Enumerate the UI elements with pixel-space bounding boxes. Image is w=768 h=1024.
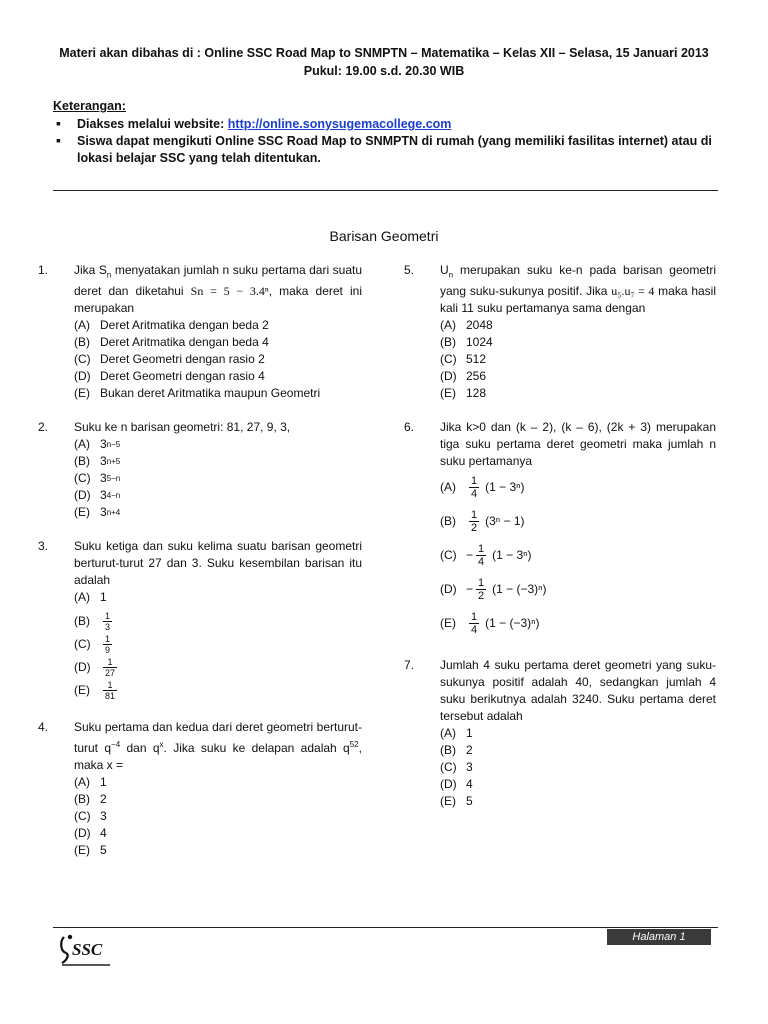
question-text: $U_n$ merupakan suku ke-n pada barisan geometri yang suku-sukunya positif. Jika u₅.u₇ = 4 maka hasil kali 11 suku pertamanya sama dengan	[440, 263, 716, 316]
option-text: 5	[100, 843, 107, 858]
options-list	[440, 470, 716, 640]
expression: (1 − (−3)ⁿ)	[492, 581, 547, 596]
fraction-denominator: 81	[105, 691, 116, 702]
option-letter: (E)	[440, 615, 456, 630]
option-letter: (D)	[74, 488, 91, 503]
power-exponent: n−5	[106, 440, 121, 450]
option-letter: (C)	[74, 637, 91, 652]
option-text: Bukan deret Aritmatika maupun Geometri	[100, 386, 321, 401]
fraction-numerator: 1	[478, 576, 485, 589]
option-item	[440, 572, 716, 606]
option-text: 1024	[466, 335, 493, 350]
question-text: Jika $S_n$ menyatakan jumlah n suku pertama dari suatu deret dan diketahui Sn = 5 − 3.4ⁿ, maka deret ini merupakan	[74, 263, 362, 316]
divider	[53, 190, 718, 191]
option-item	[74, 334, 362, 351]
options-list	[440, 725, 716, 810]
question-number: 1.	[38, 263, 49, 277]
option-letter: (A)	[440, 726, 456, 741]
question-7	[404, 657, 716, 810]
option-letter: (A)	[74, 775, 90, 790]
fraction	[103, 611, 112, 632]
power-base: 3	[100, 437, 107, 452]
option-item	[74, 317, 362, 334]
option-letter: (B)	[440, 743, 456, 758]
fraction-numerator: 1	[471, 474, 478, 487]
option-text: 1	[466, 726, 473, 741]
option-text: 512	[466, 352, 487, 367]
formula: u₅.u₇ = 4	[611, 284, 655, 299]
option-letter: (C)	[440, 760, 457, 775]
option-letter: (C)	[74, 352, 91, 367]
question-4	[38, 719, 362, 859]
question-5	[404, 262, 716, 402]
option-item	[74, 610, 362, 633]
option-letter: (B)	[74, 454, 90, 469]
question-number: 6.	[404, 420, 415, 435]
fraction	[469, 475, 479, 500]
option-letter: (D)	[74, 660, 91, 675]
option-letter: (B)	[74, 614, 90, 629]
option-letter: (B)	[74, 792, 90, 807]
option-letter: (C)	[74, 809, 91, 824]
option-item	[74, 825, 362, 842]
question-number: 5.	[404, 263, 415, 277]
fraction-numerator: 1	[478, 542, 485, 555]
option-letter: (C)	[440, 547, 457, 562]
option-letter: (A)	[74, 590, 90, 605]
option-item	[440, 776, 716, 793]
question-number: 4.	[38, 720, 49, 735]
option-item	[440, 759, 716, 776]
option-item	[74, 385, 362, 402]
expression: (1 − 3ⁿ)	[492, 547, 532, 562]
right-column	[404, 262, 716, 827]
question-3	[38, 538, 362, 702]
header-line-2: Pukul: 19.00 s.d. 20.30 WIB	[303, 64, 465, 78]
fraction	[103, 634, 112, 655]
fraction-denominator: 27	[105, 668, 116, 679]
option-text: Deret Geometri dengan rasio 2	[100, 352, 265, 367]
option-text: 256	[466, 369, 487, 384]
power-exponent: n+4	[106, 508, 121, 518]
question-6	[404, 419, 716, 640]
option-item	[440, 317, 716, 334]
power-exponent: 4−n	[106, 491, 121, 501]
option-letter: (E)	[74, 505, 90, 520]
question-number: 2.	[38, 420, 49, 435]
question-text: Suku ketiga dan suku kelima suatu barisan geometri berturut-turut 27 dan 3. Suku kesembilan barisan itu adalah	[74, 539, 362, 588]
fraction-numerator: 1	[471, 610, 478, 623]
left-column	[38, 262, 362, 876]
option-item	[440, 385, 716, 402]
power-base: 3	[100, 505, 107, 520]
option-text: 2048	[466, 318, 493, 333]
power-base: 3	[100, 488, 107, 503]
option-text: Deret Aritmatika dengan beda 2	[100, 318, 269, 333]
fraction	[103, 680, 117, 701]
option-letter: (A)	[440, 318, 456, 333]
option-item	[440, 470, 716, 504]
question-text: Suku ke n barisan geometri: 81, 27, 9, 3,	[74, 420, 291, 435]
option-letter: (B)	[440, 513, 456, 528]
fraction-denominator: 2	[471, 521, 478, 534]
fraction-denominator: 4	[471, 487, 478, 500]
keterangan-title: Keterangan:	[53, 99, 126, 113]
question-text: Jika k>0 dan (k – 2), (k – 6), (2k + 3) merupakan tiga suku pertama deret geometri maka jumlah n suku pertamanya	[440, 420, 716, 469]
options-list	[74, 436, 362, 521]
sign: −	[466, 547, 474, 562]
question-text: Jumlah 4 suku pertama deret geometri yang suku-sukunya positif adalah 40, sedangkan jumlah 4 suku berikutnya adalah 3240. Suku pertama deret tersebut adalah	[440, 658, 716, 724]
option-text: Deret Geometri dengan rasio 4	[100, 369, 265, 384]
option-item	[74, 679, 362, 702]
option-item	[440, 504, 716, 538]
option-value: 1	[100, 590, 107, 605]
page-number-badge: Halaman 1	[607, 929, 711, 945]
keterangan-block	[53, 98, 718, 167]
option-text: 5	[466, 794, 473, 809]
option-text: 4	[100, 826, 107, 841]
option-item	[440, 793, 716, 810]
option-item	[74, 470, 362, 487]
option-item	[440, 742, 716, 759]
keterangan-list	[53, 116, 718, 167]
option-letter: (D)	[74, 369, 91, 384]
fraction-denominator: 4	[471, 623, 478, 636]
keterangan-item-website	[53, 116, 718, 133]
options-list	[440, 317, 716, 402]
option-letter: (D)	[440, 369, 457, 384]
option-letter: (D)	[440, 777, 457, 792]
website-link[interactable]: http://online.sonysugemacollege.com	[227, 117, 452, 131]
option-letter: (E)	[74, 386, 90, 401]
option-item	[74, 453, 362, 470]
option-text: 3	[100, 809, 107, 824]
option-item	[74, 589, 362, 606]
fraction-denominator: 2	[478, 589, 485, 602]
option-letter: (A)	[74, 318, 90, 333]
option-letter: (B)	[74, 335, 90, 350]
question-2	[38, 419, 362, 521]
option-letter: (C)	[440, 352, 457, 367]
option-item	[74, 504, 362, 521]
fraction-denominator: 3	[105, 622, 111, 633]
option-letter: (E)	[74, 843, 90, 858]
option-item	[74, 351, 362, 368]
option-letter: (E)	[74, 683, 90, 698]
option-text: 2	[100, 792, 107, 807]
option-text: 3	[466, 760, 473, 775]
fraction-numerator: 1	[105, 611, 111, 622]
question-number: 7.	[404, 658, 415, 673]
ssc-logo	[56, 931, 116, 971]
option-item	[74, 436, 362, 453]
fraction-numerator: 1	[471, 508, 478, 521]
formula: Sn = 5 − 3.4ⁿ	[190, 284, 269, 299]
options-list	[74, 589, 362, 702]
power-exponent: 5−n	[106, 474, 121, 484]
expression: (3ⁿ − 1)	[485, 513, 525, 528]
fraction-numerator: 1	[105, 634, 111, 645]
fraction	[476, 577, 486, 602]
option-item	[74, 487, 362, 504]
document-header	[0, 44, 768, 80]
option-letter: (A)	[74, 437, 90, 452]
fraction-numerator: 1	[107, 657, 113, 668]
footer-divider	[53, 927, 718, 928]
option-item	[74, 656, 362, 679]
question-1	[38, 262, 362, 402]
options-list	[74, 774, 362, 859]
keterangan-item-location: ▪ Siswa dapat mengikuti Online SSC Road Map to SNMPTN di rumah (yang memiliki fasilitas internet) atau di lokasi belajar SSC yang telah ditentukan.	[53, 133, 718, 167]
option-item	[74, 791, 362, 808]
power-base: 3	[100, 454, 107, 469]
option-item	[440, 368, 716, 385]
expression: (1 − (−3)ⁿ)	[485, 615, 540, 630]
option-item	[440, 606, 716, 640]
question-text: Suku pertama dan kedua dari deret geometri berturut-turut $q^{-4}$ dan $q^x$. Jika suku ke delapan adalah $q^{52}$, maka x =	[74, 720, 362, 773]
expression: (1 − 3ⁿ)	[485, 479, 525, 494]
option-item	[74, 774, 362, 791]
power-exponent: n+5	[106, 457, 121, 467]
fraction	[103, 657, 117, 678]
website-label: Diakses melalui website:	[77, 117, 228, 131]
option-letter: (B)	[440, 335, 456, 350]
option-item	[440, 538, 716, 572]
section-title: Barisan Geometri	[329, 228, 439, 244]
option-item	[440, 351, 716, 368]
option-item	[74, 633, 362, 656]
power-base: 3	[100, 471, 107, 486]
fraction-denominator: 4	[478, 555, 485, 568]
option-text: Deret Aritmatika dengan beda 4	[100, 335, 269, 350]
option-letter: (D)	[440, 581, 457, 596]
option-item	[74, 808, 362, 825]
option-text: 1	[100, 775, 107, 790]
header-line-1: Materi akan dibahas di : Online SSC Road Map to SNMPTN – Matematika – Kelas XII – Selasa, 15 Januari 2013	[59, 46, 709, 60]
fraction	[476, 543, 486, 568]
option-letter: (D)	[74, 826, 91, 841]
fraction	[469, 611, 479, 636]
option-item	[440, 334, 716, 351]
option-item	[74, 842, 362, 859]
option-item	[74, 368, 362, 385]
fraction-numerator: 1	[107, 680, 113, 691]
option-letter: (E)	[440, 794, 456, 809]
option-letter: (E)	[440, 386, 456, 401]
fraction-denominator: 9	[105, 645, 111, 656]
fraction	[469, 509, 479, 534]
option-letter: (C)	[74, 471, 91, 486]
question-number: 3.	[38, 539, 49, 554]
option-text: 4	[466, 777, 473, 792]
option-text: 128	[466, 386, 487, 401]
options-list	[74, 317, 362, 402]
option-letter: (A)	[440, 479, 456, 494]
logo-text: SSC	[72, 940, 103, 959]
option-text: 2	[466, 743, 473, 758]
sign: −	[466, 581, 474, 596]
option-item	[440, 725, 716, 742]
